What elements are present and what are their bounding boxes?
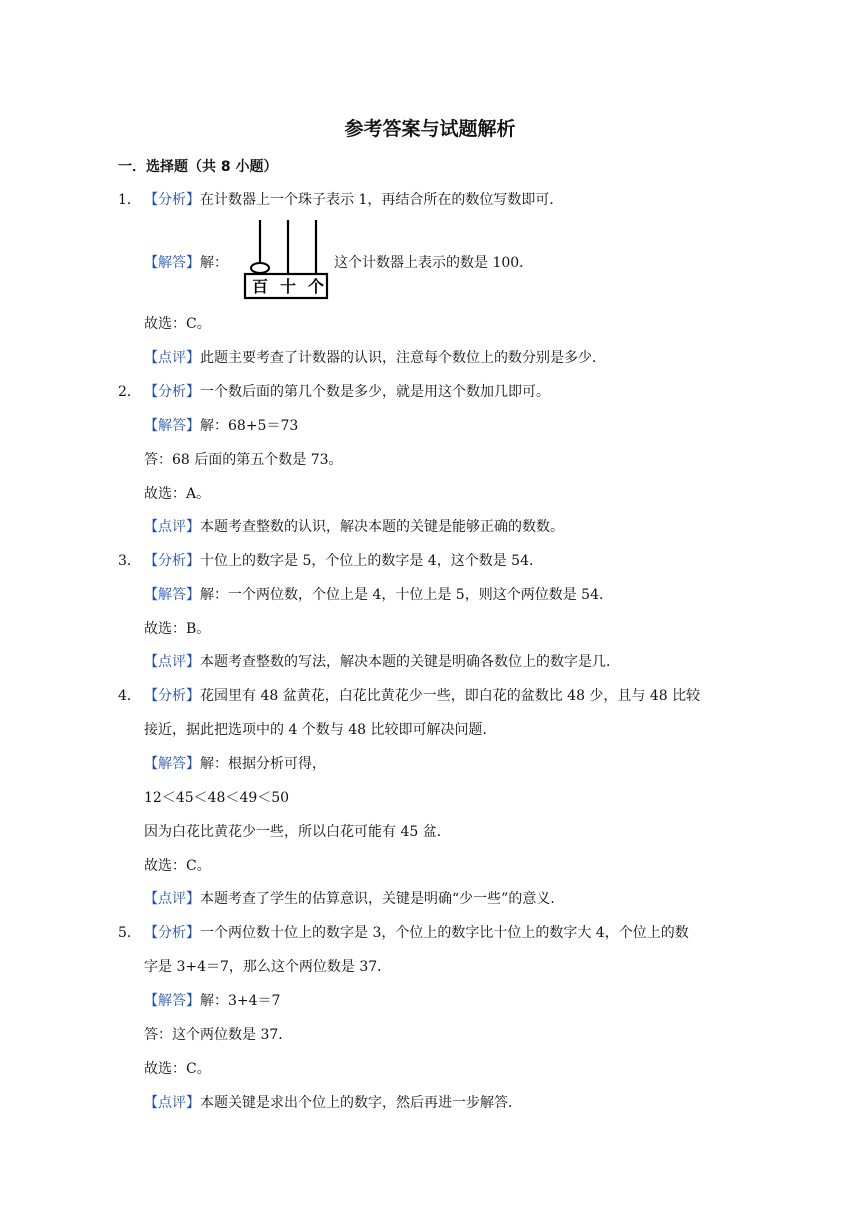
q1-answer-suffix: 这个计数器上表示的数是 100． [334,255,534,271]
comment-text: 此题主要考查了计数器的认识，注意每个数位上的数分别是多少． [200,350,606,366]
q2-choice: 故选：A。 [144,486,211,502]
comment-text: 本题考查整数的认识，解决本题的关键是能够正确的数数。 [200,519,564,535]
abacus-label-hundreds: 百 [251,277,269,296]
answer-text: 解：根据分析可得， [200,756,326,772]
abacus-label-ones: 个 [307,277,325,296]
comment-text: 本题考查了学生的估算意识，关键是明确“少一些”的意义． [200,891,565,907]
q4-reason: 因为白花比黄花少一些，所以白花可能有 45 盆． [144,824,451,840]
q1-number: 1． [118,192,141,208]
answer-tag: 【解答】 [144,587,200,603]
q1-analysis [118,190,563,210]
q4-analysis [118,686,700,706]
answer-text: 解：68+5＝73 [200,418,299,434]
q1-answer-prefix [144,253,228,273]
q5-choice: 故选：C。 [144,1061,211,1077]
q5-number: 5． [118,925,141,941]
q5-answer [144,991,280,1011]
comment-tag: 【点评】 [144,891,200,907]
q5-reply: 答：这个两位数是 37． [144,1027,293,1043]
q2-answer [144,416,298,436]
section-heading: 一．选择题（共 8 小题） [118,159,278,175]
q4-number: 4． [118,688,141,704]
answer-tag: 【解答】 [144,255,200,271]
comment-text: 本题考查整数的写法，解决本题的关键是明确各数位上的数字是几． [200,654,620,670]
q3-answer [144,585,613,605]
q3-number: 3． [118,553,141,569]
analysis-text: 十位上的数字是 5，个位上的数字是 4，这个数是 54． [200,553,543,569]
answer-text: 解：一个两位数，个位上是 4，十位上是 5，则这个两位数是 54． [200,587,613,603]
analysis-tag: 【分析】 [144,384,200,400]
comment-tag: 【点评】 [144,350,200,366]
comment-tag: 【点评】 [144,519,200,535]
analysis-tag: 【分析】 [144,553,200,569]
analysis-tag: 【分析】 [144,688,200,704]
q4-choice: 故选：C。 [144,858,211,874]
page-title: 参考答案与试题解析 [344,118,516,140]
q4-compare: 12＜45＜48＜49＜50 [144,790,290,806]
q4-analysis-cont: 接近，据此把选项中的 4 个数与 48 比较即可解决问题． [144,722,497,738]
answer-text: 解： [200,255,228,271]
analysis-tag: 【分析】 [144,192,200,208]
comment-tag: 【点评】 [144,1095,200,1111]
comment-tag: 【点评】 [144,654,200,670]
q3-comment [144,652,620,672]
q5-comment [144,1093,522,1113]
analysis-text: 花园里有 48 盆黄花，白花比黄花少一些，即白花的盆数比 48 少，且与 48 比较 [200,688,701,704]
abacus-image [243,218,329,300]
answer-tag: 【解答】 [144,756,200,772]
answer-text: 解：3+4＝7 [200,993,281,1009]
analysis-tag: 【分析】 [144,925,200,941]
q5-analysis-cont: 字是 3+4＝7，那么这个两位数是 37． [144,959,392,975]
analysis-text: 一个两位数十位上的数字是 3，个位上的数字比十位上的数字大 4，个位上的数 [200,925,689,941]
q4-answer [144,754,326,774]
abacus-label-tens: 十 [279,277,297,296]
abacus-bead [251,263,269,273]
q4-comment [144,889,564,909]
q2-number: 2． [118,384,141,400]
answer-tag: 【解答】 [144,993,200,1009]
analysis-text: 在计数器上一个珠子表示 1，再结合所在的数位写数即可． [200,192,564,208]
q1-comment [144,348,606,368]
comment-text: 本题关键是求出个位上的数字，然后再进一步解答． [200,1095,522,1111]
q5-analysis [118,923,689,943]
q2-reply: 答：68 后面的第五个数是 73。 [144,452,343,468]
q3-analysis [118,551,543,571]
q1-choice: 故选：C。 [144,316,211,332]
q3-choice: 故选：B。 [144,621,211,637]
answer-tag: 【解答】 [144,418,200,434]
q2-analysis [118,382,550,402]
q2-comment [144,517,564,537]
analysis-text: 一个数后面的第几个数是多少，就是用这个数加几即可。 [200,384,550,400]
